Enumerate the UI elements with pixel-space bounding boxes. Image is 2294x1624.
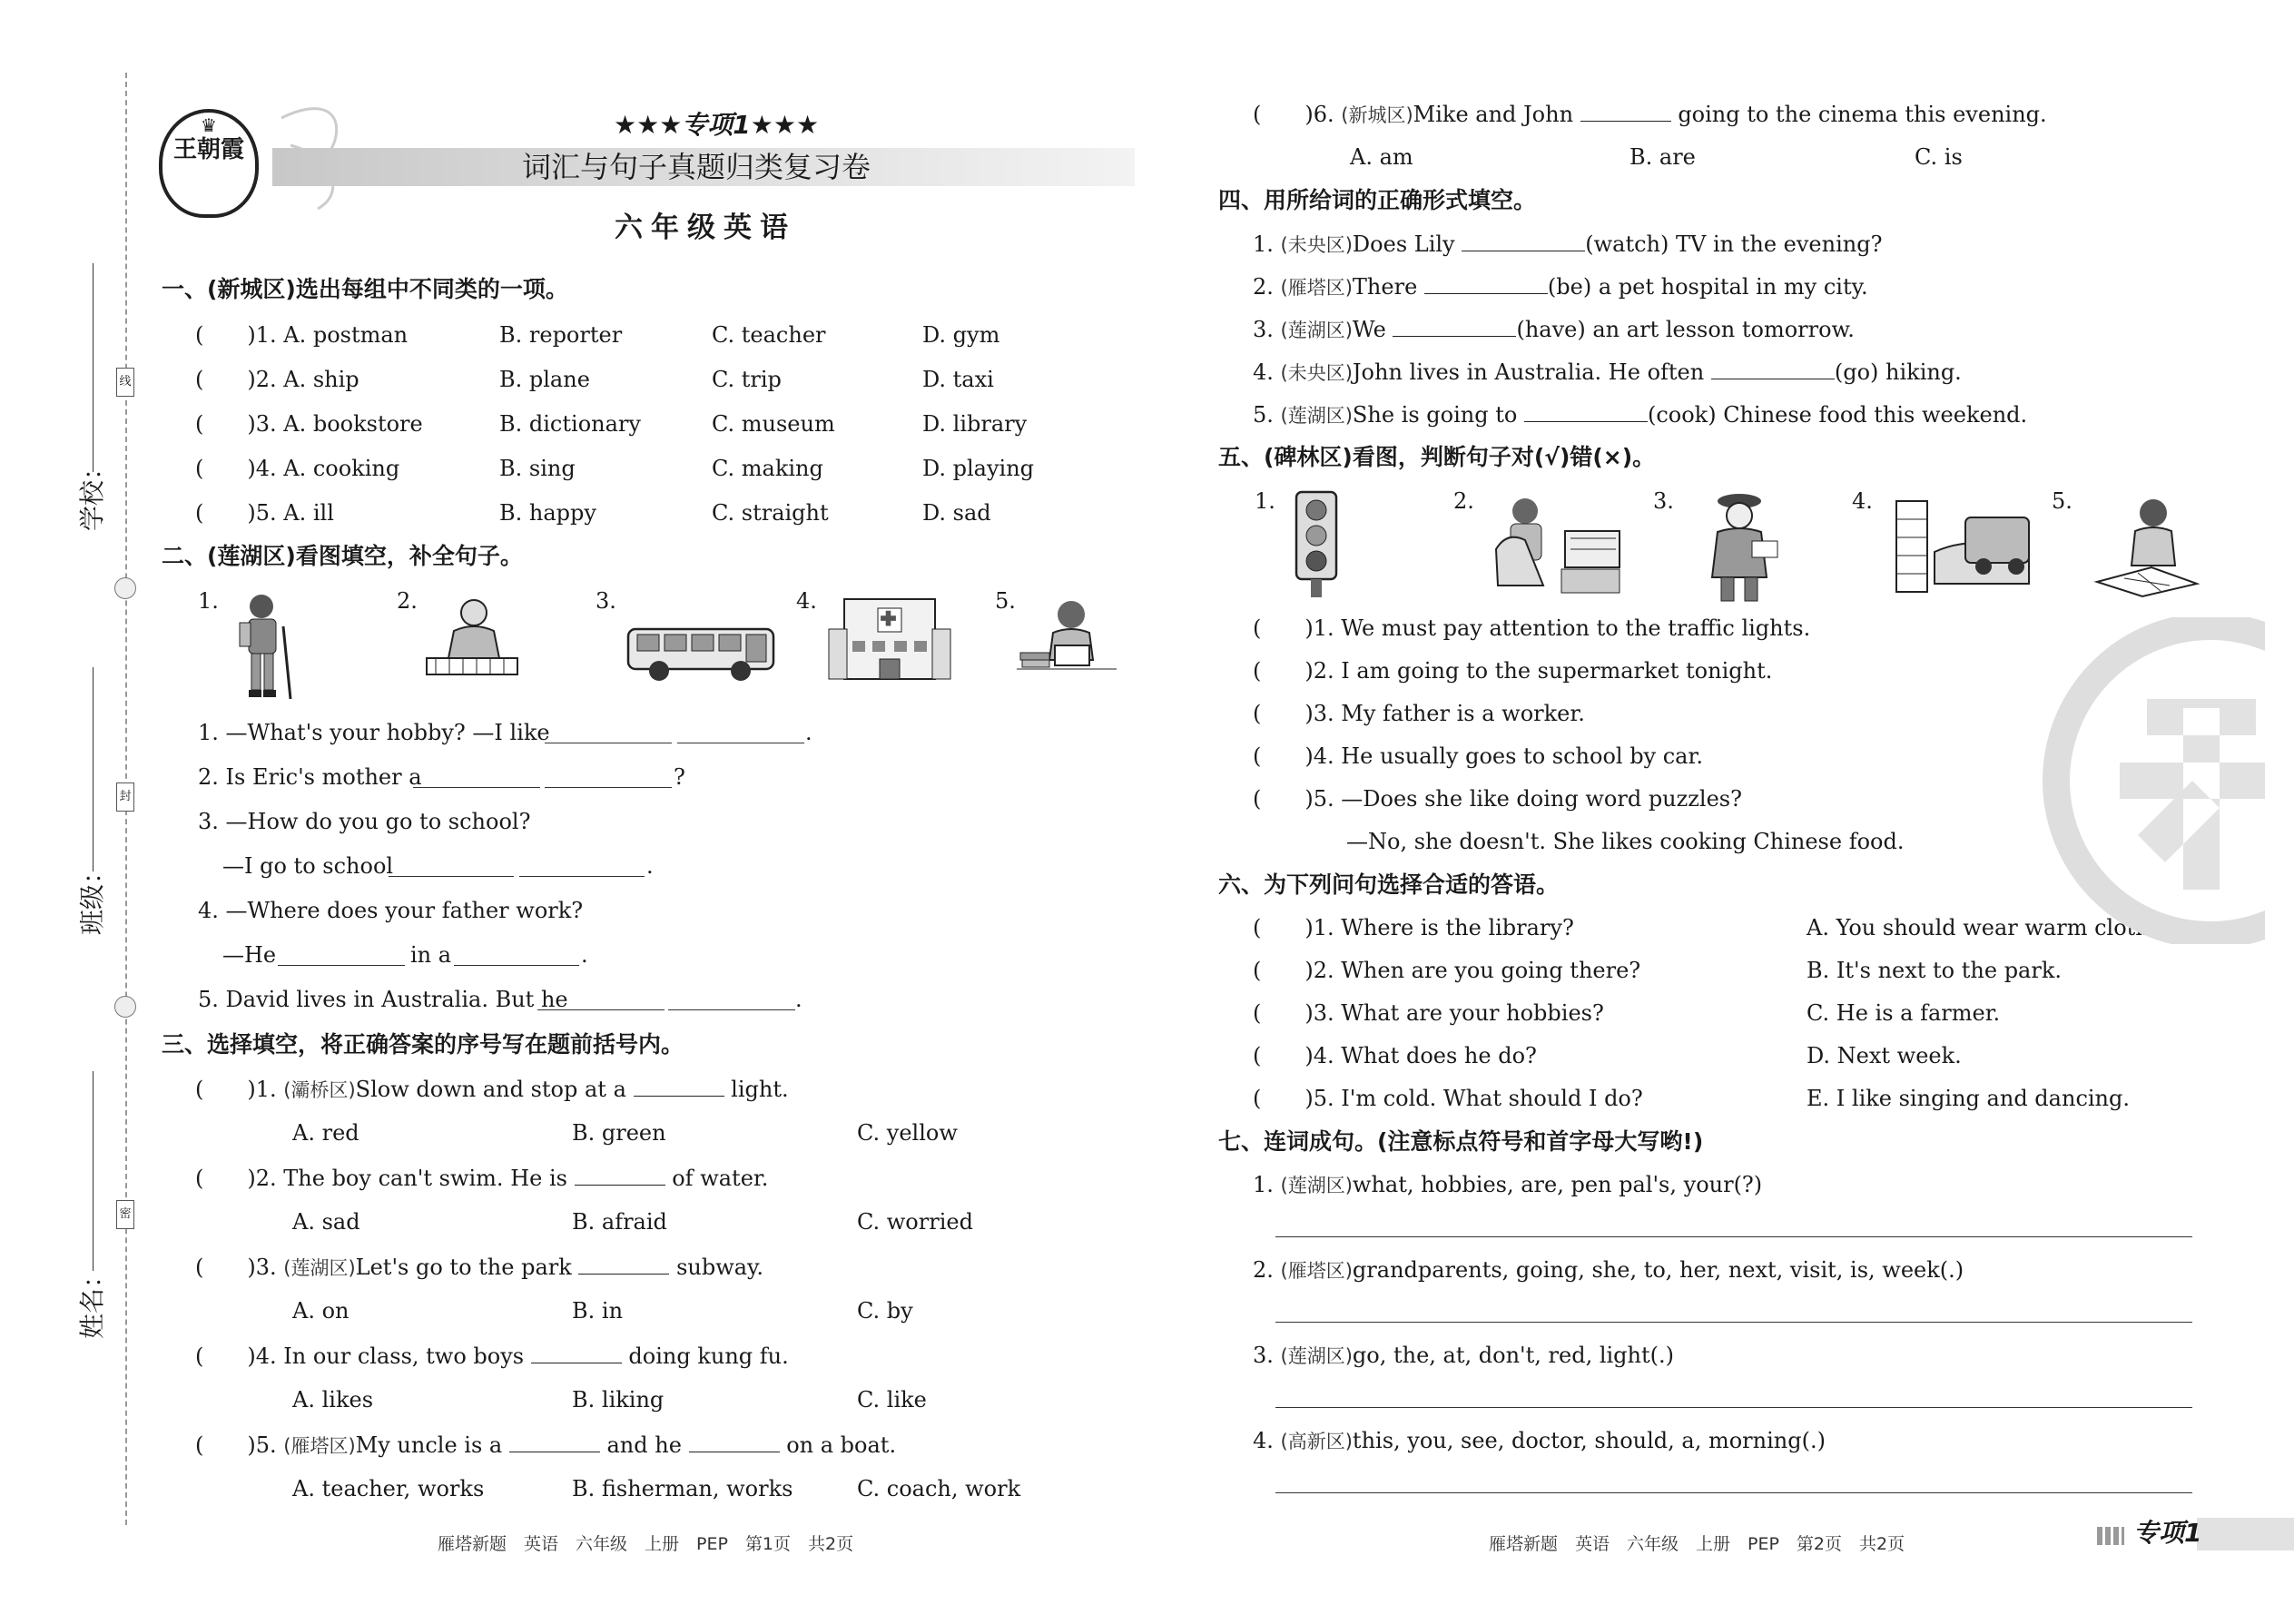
binding-hole-2 (114, 996, 136, 1018)
s3-q5-text: ( )5. (雁塔区)My uncle is a and he on a boat. (195, 1432, 897, 1458)
s3-q4-c: C. like (857, 1387, 927, 1412)
s2-q4-text-b: —He (222, 942, 277, 968)
footer-page-1: 雁塔新题 英语 六年级 上册 PEP 第1页 共2页 (438, 1534, 854, 1554)
s6-answer-b: B. It's next to the park. (1807, 958, 2063, 983)
s4-q2-blank[interactable] (1424, 275, 1548, 294)
s1-q4-c: C. making (712, 456, 823, 481)
series-label: ★★★专项1★★★ (614, 110, 820, 140)
s2-q3-text-a: 3. —How do you go to school? (198, 809, 531, 834)
s6-title: 六、为下列问句选择合适的答语。 (1218, 871, 1560, 898)
s2-q5-text: 5. David lives in Australia. But he (198, 987, 568, 1012)
paper-subject: 六年级英语 (615, 212, 796, 244)
s2-pic-num-2: 2. (397, 588, 418, 614)
logo-crown-icon: ♛ (201, 114, 217, 136)
s2-pic-num-4: 4. (796, 588, 817, 614)
s6-q5: ( )5. I'm cold. What should I do? (1253, 1086, 1643, 1111)
s5-pic-num-3: 3. (1653, 488, 1674, 514)
s3-q6-b: B. are (1629, 144, 1696, 170)
girl-puzzle-image (2088, 495, 2201, 599)
s6-answer-a: A. You should wear warm clothes. (1807, 915, 2181, 940)
s5-q3: ( )3. My father is a worker. (1253, 701, 1585, 726)
s3-q1-c: C. yellow (857, 1120, 958, 1146)
s6-answer-d: D. Next week. (1807, 1043, 1962, 1068)
s3-q3-a: A. on (292, 1298, 350, 1324)
s3-q2-c: C. worried (857, 1209, 973, 1235)
s1-q4-b: B. sing (499, 456, 576, 481)
s3-q6-c: C. is (1915, 144, 1963, 170)
s3-q1-text: ( )1. (灞桥区)Slow down and stop at a light. (195, 1077, 789, 1102)
s7-title: 七、连词成句。(注意标点符号和首字母大写哟!) (1218, 1128, 1704, 1155)
bus-stop-image (1893, 497, 2038, 597)
s1-title: 一、(新城区)选出每组中不同类的一项。 (162, 276, 568, 302)
s6-answer-e: E. I like singing and dancing. (1807, 1086, 2131, 1111)
s4-q4-blank[interactable] (1711, 360, 1835, 379)
s1-q5-d: D. sad (922, 500, 991, 526)
s7-q1-answer-line[interactable] (1275, 1236, 2192, 1237)
s7-q3-answer-line[interactable] (1275, 1407, 2192, 1408)
name-label: 姓名： (77, 1262, 107, 1339)
s2-q1-text: 1. —What's your hobby? —I like (198, 720, 550, 745)
s7-q2: 2. (雁塔区)grandparents, going, she, to, her, next, visit, is, week(.) (1253, 1257, 1964, 1283)
s3-q1-b: B. green (572, 1120, 666, 1146)
name-line (93, 1071, 94, 1271)
hiker-boy-image (227, 590, 300, 704)
s1-q2-c: C. trip (712, 367, 782, 392)
s2-q5-blank-2[interactable] (668, 1009, 795, 1010)
s4-q1: 1. (未央区)Does Lily (watch) TV in the evening? (1253, 231, 1883, 257)
s3-q2-a: A. sad (292, 1209, 360, 1235)
school-line (93, 263, 94, 472)
s4-q3-blank[interactable] (1393, 318, 1516, 337)
s5-pic-num-5: 5. (2052, 488, 2072, 514)
class-line (93, 667, 94, 871)
s7-q2-answer-line[interactable] (1275, 1322, 2192, 1323)
s1-q1-d: D. gym (922, 322, 1000, 348)
s3-q1-blank[interactable] (634, 1078, 724, 1097)
s4-q2: 2. (雁塔区)There (be) a pet hospital in my city. (1253, 274, 1868, 300)
s1-q4-a: ( )4. A. cooking (195, 456, 400, 481)
s4-title: 四、用所给词的正确形式填空。 (1218, 187, 1537, 213)
secret-watermark-seal (2029, 617, 2265, 944)
s5-q4: ( )4. He usually goes to school by car. (1253, 743, 1703, 769)
s2-q1-end: . (805, 720, 812, 745)
s5-q5-answer-line: —No, she doesn't. She likes cooking Chinese food. (1346, 829, 1905, 854)
s6-q3: ( )3. What are your hobbies? (1253, 1000, 1604, 1026)
hospital-image (822, 597, 958, 684)
series-badge: 专项1 (2133, 1518, 2202, 1548)
s1-q5-b: B. happy (499, 500, 596, 526)
s1-q2-d: D. taxi (922, 367, 994, 392)
badge-bar (2197, 1518, 2294, 1550)
s2-pic-num-5: 5. (995, 588, 1016, 614)
s5-pic-num-2: 2. (1453, 488, 1474, 514)
s4-q5-blank[interactable] (1524, 403, 1648, 422)
s4-q4: 4. (未央区)John lives in Australia. He often (go) hiking. (1253, 359, 1962, 385)
s1-q2-a: ( )2. A. ship (195, 367, 359, 392)
bus-image (625, 622, 779, 685)
paper-title: 词汇与句子真题归类复习卷 (522, 150, 871, 184)
s2-title: 二、(莲湖区)看图填空，补全句子。 (162, 543, 523, 569)
s5-pic-num-1: 1. (1255, 488, 1275, 514)
s7-q3: 3. (莲湖区)go, the, at, don't, red, light(.) (1253, 1343, 1675, 1368)
s2-q4-blank-2[interactable] (454, 965, 579, 966)
s1-q2-b: B. plane (499, 367, 590, 392)
s3-q3-blank[interactable] (578, 1255, 669, 1275)
s3-q5-blank-2[interactable] (689, 1433, 780, 1452)
s3-q5-a: A. teacher, works (292, 1476, 485, 1501)
s2-q2-blank-2[interactable] (545, 787, 672, 788)
s2-q3-blank-2[interactable] (519, 876, 645, 877)
s3-q5-b: B. fisherman, works (572, 1476, 793, 1501)
s3-q4-blank[interactable] (531, 1344, 622, 1363)
s3-q4-a: A. likes (292, 1387, 374, 1412)
s2-q3-text-b: —I go to school (222, 853, 394, 879)
s3-q3-c: C. by (857, 1298, 913, 1324)
s6-q4: ( )4. What does he do? (1253, 1043, 1537, 1068)
s7-q1: 1. (莲湖区)what, hobbies, are, pen pal's, your(?) (1253, 1172, 1763, 1197)
s2-q4-blank-1[interactable] (278, 965, 405, 966)
footer-page-2: 雁塔新题 英语 六年级 上册 PEP 第2页 共2页 (1489, 1534, 1905, 1554)
s3-q1-a: A. red (292, 1120, 359, 1146)
s3-q6-text: ( )6. (新城区)Mike and John going to the cinema this evening. (1253, 102, 2047, 127)
s6-q2: ( )2. When are you going there? (1253, 958, 1641, 983)
s2-q2-blank-1[interactable] (413, 787, 540, 788)
binding-mark-line: 线 (116, 368, 134, 397)
s2-q4-text-a: 4. —Where does your father work? (198, 898, 584, 923)
logo-text: 王朝霞 (172, 136, 244, 163)
logo-badge (159, 109, 259, 218)
s3-q3-b: B. in (572, 1298, 624, 1324)
badge-deco-squares (2097, 1527, 2124, 1545)
s5-q5: ( )5. —Does she like doing word puzzles? (1253, 786, 1742, 812)
s7-q4: 4. (高新区)this, you, see, doctor, should, a, morning(.) (1253, 1428, 1826, 1453)
s3-q2-text: ( )2. The boy can't swim. He is of water. (195, 1166, 769, 1191)
s5-pic-num-4: 4. (1852, 488, 1873, 514)
s2-q2-text: 2. Is Eric's mother a (198, 764, 422, 790)
binding-mark-seal: 封 (116, 782, 134, 812)
s5-title: 五、(碑林区)看图，判断句子对(√)错(×)。 (1218, 444, 1656, 470)
s1-q5-a: ( )5. A. ill (195, 500, 334, 526)
s2-q3-end: . (646, 853, 654, 879)
s3-q3-text: ( )3. (莲湖区)Let's go to the park subway. (195, 1255, 764, 1280)
binding-hole-1 (114, 577, 136, 599)
s1-q5-c: C. straight (712, 500, 829, 526)
s3-q6-blank[interactable] (1580, 103, 1671, 122)
s2-q4-text-c: in a (410, 942, 452, 968)
s4-q1-blank[interactable] (1462, 232, 1585, 251)
shopping-boy-image (1489, 495, 1625, 599)
s2-pic-num-3: 3. (596, 588, 616, 614)
s1-q1-a: ( )1. A. postman (195, 322, 409, 348)
s2-q4-end: . (581, 942, 588, 968)
s6-q1: ( )1. Where is the library? (1253, 915, 1574, 940)
s2-q3-blank-1[interactable] (389, 876, 514, 877)
s4-q5: 5. (莲湖区)She is going to (cook) Chinese food this weekend. (1253, 402, 2028, 428)
s6-answer-c: C. He is a farmer. (1807, 1000, 2001, 1026)
s5-q2: ( )2. I am going to the supermarket tonight. (1253, 658, 1773, 684)
piano-player-image (418, 595, 527, 685)
s3-q2-b: B. afraid (572, 1209, 667, 1235)
s3-q5-blank-1[interactable] (509, 1433, 600, 1452)
s1-q3-b: B. dictionary (499, 411, 641, 437)
s3-q4-b: B. liking (572, 1387, 665, 1412)
s3-q5-c: C. coach, work (857, 1476, 1021, 1501)
s3-q4-text: ( )4. In our class, two boys doing kung fu. (195, 1343, 789, 1369)
school-label: 学校： (77, 454, 107, 531)
s5-q1: ( )1. We must pay attention to the traffic lights. (1253, 615, 1811, 641)
traffic-light-image (1289, 490, 1344, 599)
reading-boy-image (1017, 595, 1121, 681)
postman-image (1698, 490, 1784, 604)
s2-q5-blank-1[interactable] (537, 1009, 665, 1010)
s3-q6-a: A. am (1350, 144, 1413, 170)
s1-q3-a: ( )3. A. bookstore (195, 411, 423, 437)
s1-q3-d: D. library (922, 411, 1028, 437)
binding-mark-secret: 密 (116, 1200, 134, 1229)
s7-q4-answer-line[interactable] (1275, 1492, 2192, 1493)
s2-pic-num-1: 1. (198, 588, 219, 614)
s4-q3: 3. (莲湖区)We (have) an art lesson tomorrow. (1253, 317, 1855, 342)
s1-q1-c: C. teacher (712, 322, 826, 348)
s3-q2-blank[interactable] (575, 1166, 665, 1186)
s1-q3-c: C. museum (712, 411, 835, 437)
class-label: 班级： (77, 858, 107, 935)
s2-q5-end: . (795, 987, 802, 1012)
s3-title: 三、选择填空，将正确答案的序号写在题前括号内。 (162, 1031, 684, 1058)
s2-q2-end: ? (674, 764, 685, 790)
s1-q1-b: B. reporter (499, 322, 623, 348)
s1-q4-d: D. playing (922, 456, 1035, 481)
